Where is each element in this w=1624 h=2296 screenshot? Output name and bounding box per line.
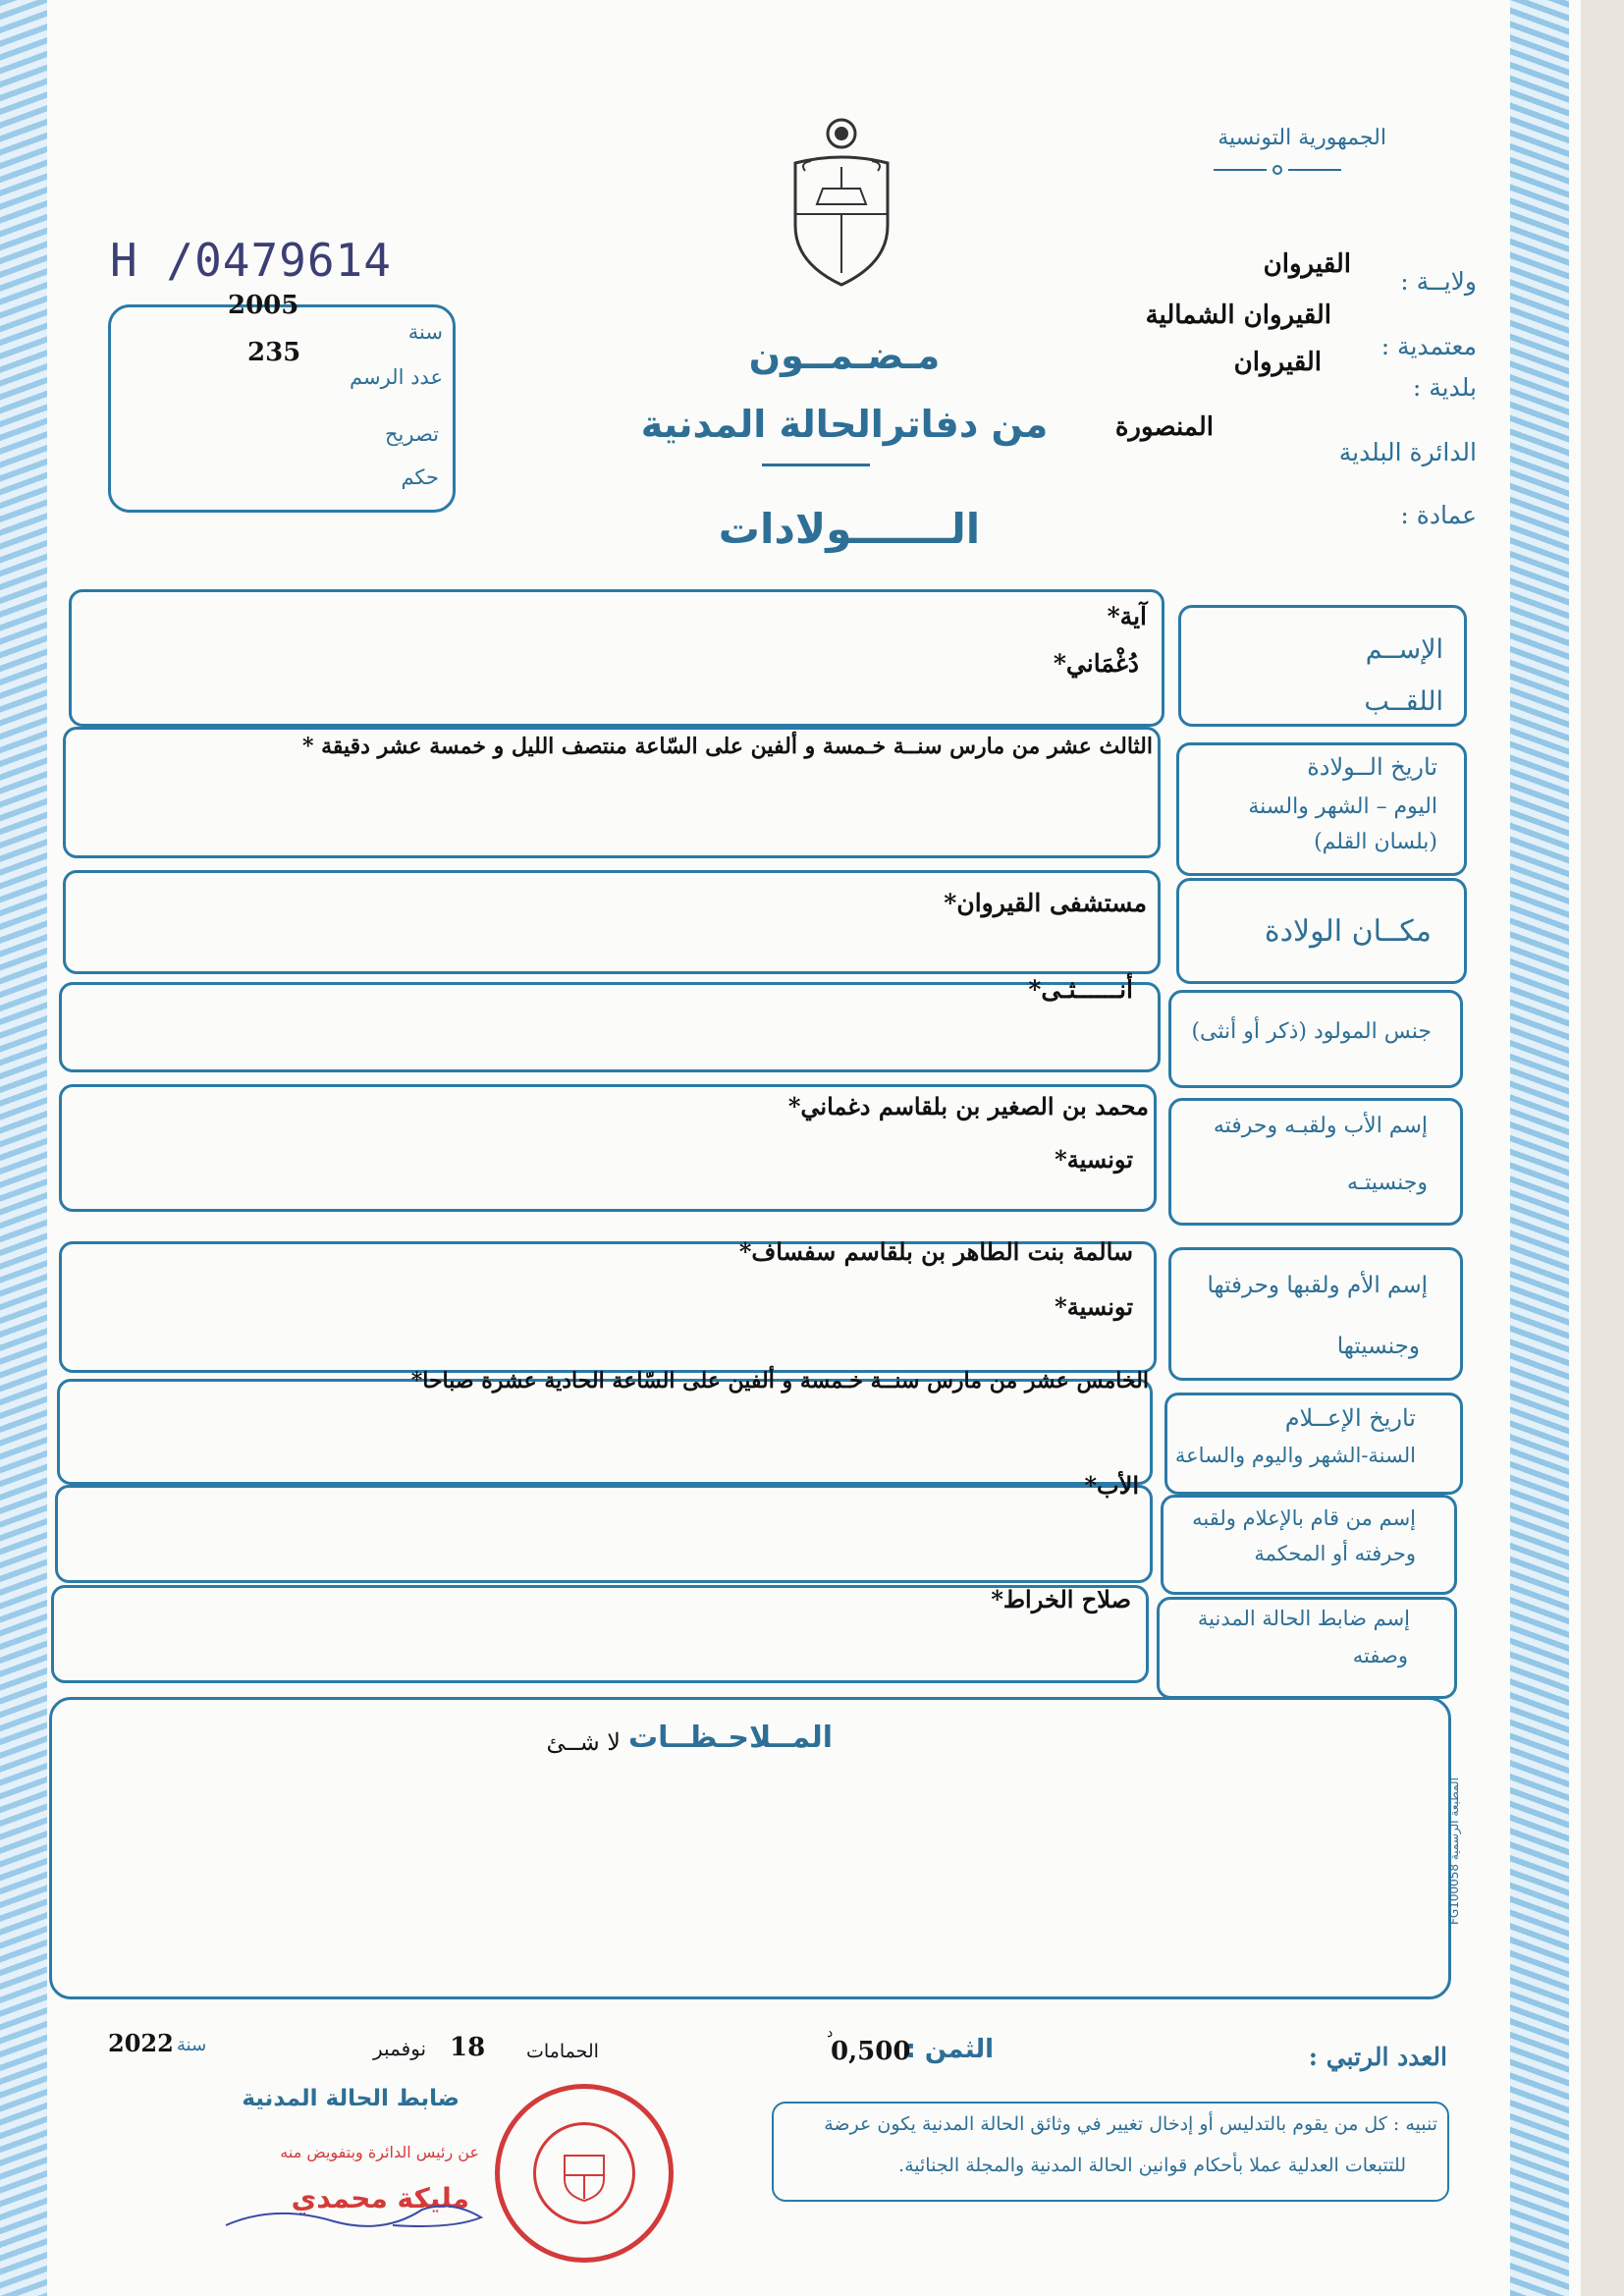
imada-label: عمادة : bbox=[1400, 501, 1477, 529]
declaration-date-value: الخامس عشر من مارس سنــة خـمسة و ألفين على السّاعة الحادية عشرة صباحا* bbox=[410, 1368, 1149, 1394]
father-value: محمد بن الصغير بن بلقاسم دغماني* bbox=[787, 1092, 1149, 1121]
surname-label: اللقــب bbox=[1364, 686, 1443, 717]
declarant-value: الأب* bbox=[1084, 1471, 1139, 1500]
republic-heading: الجمهورية التونسية bbox=[1218, 126, 1386, 150]
father-nationality-value: تونسية* bbox=[1055, 1145, 1133, 1174]
price-unit: د bbox=[827, 2025, 834, 2041]
municipality-value: القيروان bbox=[1233, 348, 1322, 377]
father-nationality-label: وجنسيتـه bbox=[1346, 1171, 1428, 1195]
title-underline bbox=[762, 464, 870, 466]
officer-value: صلاح الخراط* bbox=[991, 1585, 1131, 1613]
delegation-value: القيروان الشمالية bbox=[1145, 301, 1331, 330]
official-round-stamp bbox=[495, 2084, 674, 2263]
birth-place-label: مكــان الولادة bbox=[1264, 914, 1432, 949]
issue-place: الحمامات bbox=[526, 2041, 599, 2062]
stamp-emblem-icon bbox=[555, 2148, 614, 2203]
birth-date-in-words-label: (بلسان القلم) bbox=[1314, 830, 1437, 854]
delegation-stamp-line: عن رئيس الدائرة وبتفويض منه bbox=[280, 2143, 479, 2161]
declaration-date-sublabel: السنة-الشهر واليوم والساعة bbox=[1174, 1444, 1416, 1467]
year-value: 2005 bbox=[228, 291, 299, 320]
printer-mark: المطبعة الرسمية FG100058 bbox=[1447, 1777, 1461, 1925]
wilaya-label: ولايــة : bbox=[1400, 267, 1477, 296]
warning-text-line2: للتتبعات العدلية عملا بأحكام قوانين الحالة المدنية والمجلة الجنائية. bbox=[898, 2155, 1406, 2176]
mother-nationality-value: تونسية* bbox=[1055, 1292, 1133, 1321]
sex-value: أنــــــثـى* bbox=[1028, 975, 1133, 1004]
district-value: المنصورة bbox=[1114, 412, 1214, 442]
issue-year-label: سنة bbox=[177, 2035, 207, 2055]
price-value: 0,500 bbox=[831, 2037, 911, 2066]
issue-year: 2022 bbox=[108, 2029, 174, 2057]
sex-label: جنس المولود (ذكر أو أنثى) bbox=[1191, 1019, 1432, 1044]
warning-text-line1: تنبيه : كل من يقوم بالتدليس أو إدخال تغيير في وثائق الحالة المدنية يكون عرضة bbox=[824, 2113, 1437, 2135]
declaration-date-label: تاريخ الإعــلام bbox=[1284, 1404, 1416, 1432]
mother-label: إسم الأم ولقبها وحرفتها bbox=[1207, 1273, 1428, 1298]
title-extract: مـضـمــون bbox=[748, 334, 941, 377]
birth-date-label: تاريخ الــولادة bbox=[1307, 753, 1437, 781]
price-label: الثمن : bbox=[905, 2035, 994, 2064]
father-label: إسم الأب ولقبـه وحرفته bbox=[1213, 1114, 1428, 1138]
mother-value: سالمة بنت الطاهر بن بلقاسم سفساف* bbox=[738, 1237, 1133, 1266]
officer-title: ضابط الحالة المدنية bbox=[242, 2086, 460, 2111]
issue-month: نوفمبر bbox=[373, 2037, 427, 2060]
given-name-label: الإســم bbox=[1365, 634, 1443, 665]
delegation-label: معتمدية : bbox=[1380, 332, 1477, 360]
issue-day: 18 bbox=[450, 2033, 486, 2062]
right-guilloche-border bbox=[1510, 0, 1569, 2296]
declarant-label: إسم من قام بالإعلام ولقبه bbox=[1192, 1506, 1416, 1530]
title-registers: من دفاترالحالة المدنية bbox=[640, 403, 1049, 446]
left-guilloche-border bbox=[0, 0, 47, 2296]
declarant-sublabel: وحرفته أو المحكمة bbox=[1254, 1542, 1416, 1565]
year-label: سنة bbox=[407, 320, 443, 344]
title-births: الـــــــولادات bbox=[718, 505, 981, 553]
coat-of-arms-icon bbox=[778, 116, 905, 293]
heading-ornament bbox=[1214, 163, 1341, 177]
judgment-label: حكم bbox=[401, 465, 439, 489]
signature-scribble bbox=[216, 2196, 491, 2241]
notes-value: لا شــئ bbox=[546, 1728, 621, 1756]
officer-sublabel: وصفته bbox=[1352, 1644, 1408, 1667]
notes-label: المــلاحـظــات bbox=[628, 1721, 833, 1755]
serial-label: العدد الرتبي : bbox=[1308, 2043, 1447, 2071]
birth-place-value: مستشفى القيروان* bbox=[944, 889, 1147, 917]
signer-name-stamp: مليكة محمدي bbox=[291, 2182, 469, 2214]
officer-value-box bbox=[51, 1585, 1149, 1683]
municipality-label: بلدية : bbox=[1412, 373, 1477, 402]
district-label: الدائرة البلدية bbox=[1338, 438, 1477, 466]
mother-nationality-label: وجنسيتها bbox=[1336, 1334, 1420, 1359]
surname-value: دُغْمَاني* bbox=[1053, 649, 1139, 678]
sex-value-box bbox=[59, 982, 1161, 1072]
serial-number: H /0479614 bbox=[110, 234, 392, 287]
given-name-value: آية* bbox=[1107, 602, 1147, 630]
declaration-label: تصريح bbox=[384, 422, 439, 446]
name-value-box bbox=[69, 589, 1164, 727]
declarant-value-box bbox=[55, 1485, 1153, 1583]
number-label: عدد الرسم bbox=[350, 365, 443, 389]
wilaya-value: القيروان bbox=[1263, 249, 1351, 279]
birth-date-sublabel: اليوم – الشهر والسنة bbox=[1248, 794, 1437, 819]
number-value: 235 bbox=[247, 338, 301, 367]
birth-date-value: الثالث عشر من مارس سنــة خـمسة و ألفين على السّاعة منتصف الليل و خمسة عشر دقيقة * bbox=[301, 734, 1153, 759]
officer-label: إسم ضابط الحالة المدنية bbox=[1197, 1607, 1410, 1630]
